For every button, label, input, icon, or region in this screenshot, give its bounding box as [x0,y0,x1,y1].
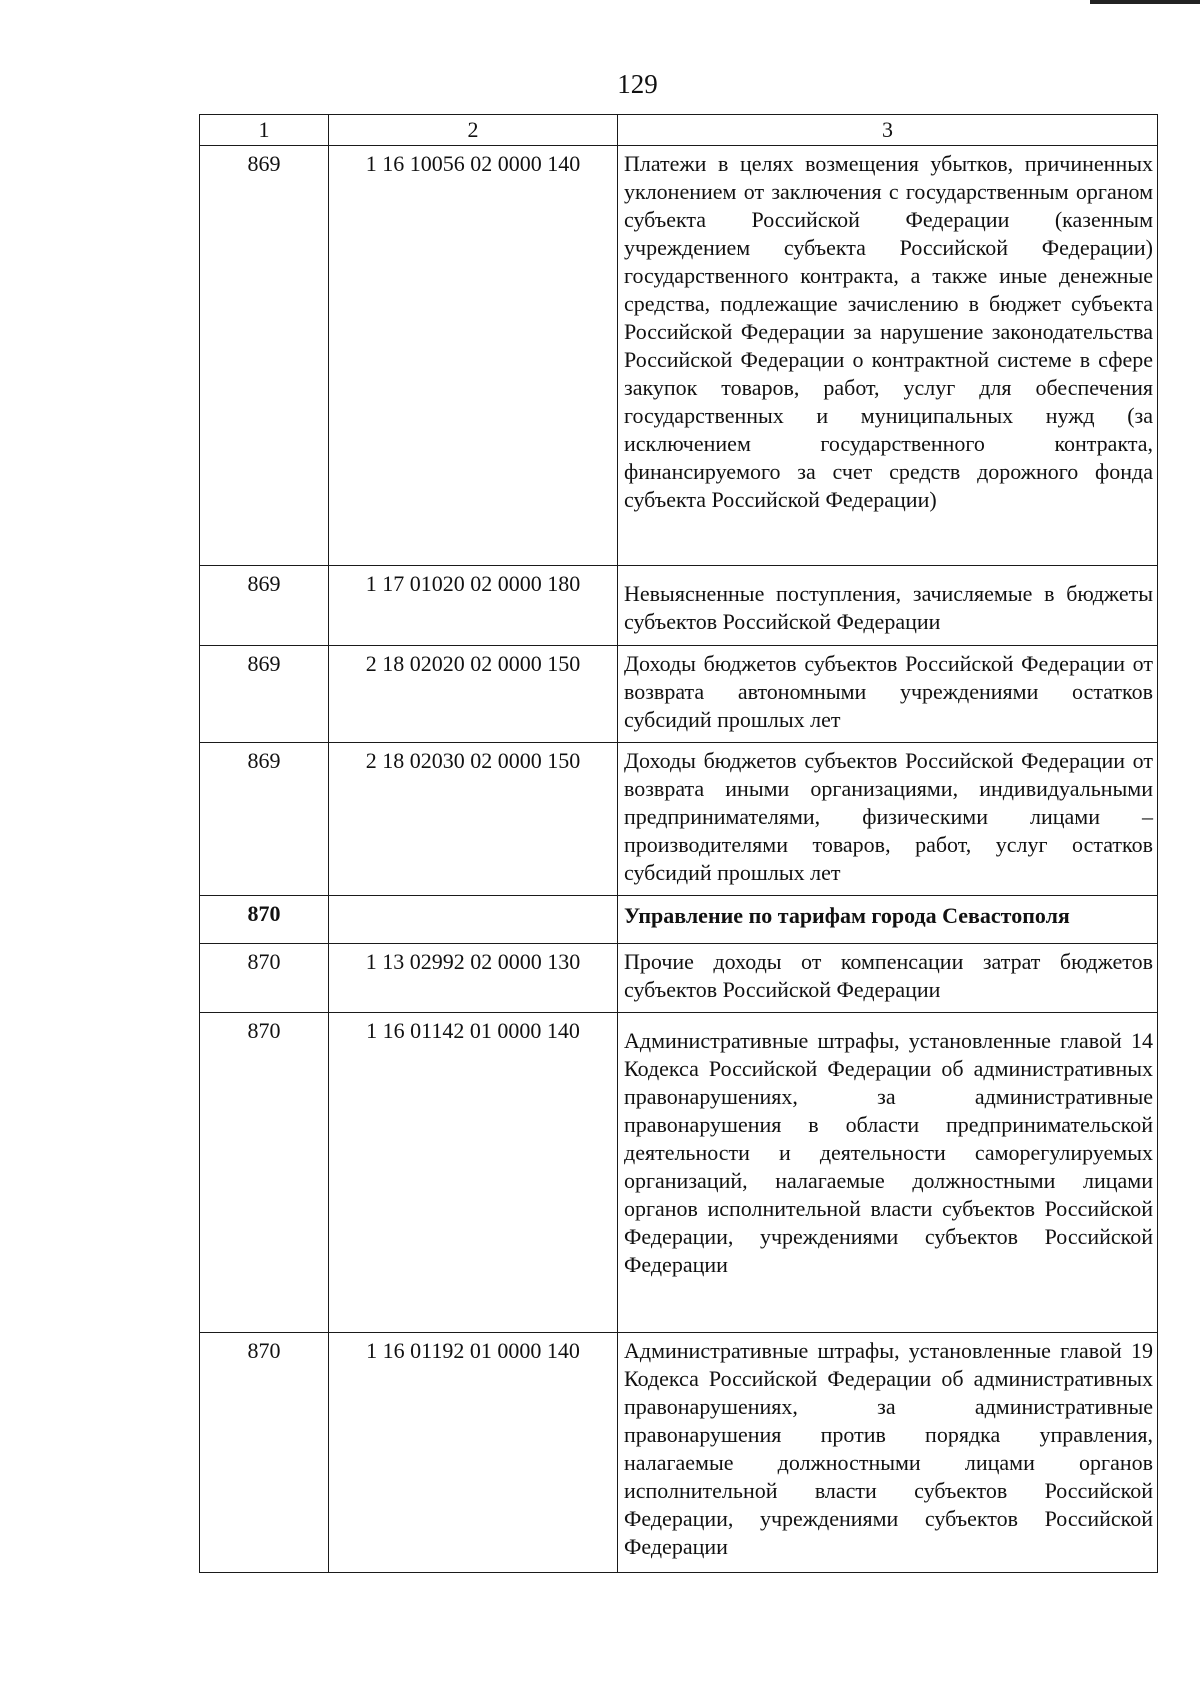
budget-revenue-table [199,114,1158,1573]
table-row [200,944,1158,1013]
admin-code-cell: 869 [200,646,329,743]
administrator-name-cell: Управление по тарифам города Севастополя [618,896,1158,944]
revenue-code-cell: 2 18 02030 02 0000 150 [329,743,618,896]
revenue-code-cell: 2 18 02020 02 0000 150 [329,646,618,743]
table-header-row [200,115,1158,146]
section-header-row [200,896,1158,944]
revenue-name-cell: Невыясненные поступления, зачисляемые в бюджеты субъектов Российской Федерации [618,566,1158,646]
revenue-name-cell: Административные штрафы, установленные главой 14 Кодекса Российской Федерации об административных правонарушениях, за административные правонарушения в области предпринимательской деятельности и деятельности саморегулируемых организаций, налагаемые должностными лицами органов исполнительной власти субъектов Российской Федерации, учреждениями субъектов Российской Федерации [618,1013,1158,1333]
admin-code-cell: 870 [200,1333,329,1573]
revenue-name-cell: Платежи в целях возмещения убытков, причиненных уклонением от заключения с государственным органом субъекта Российской Федерации (казенным учреждением субъекта Российской Федерации) государственного контракта, а также иные денежные средства, подлежащие зачислению в бюджет субъекта Российской Федерации за нарушение законодательства Российской Федерации о контрактной системе в сфере закупок товаров, работ, услуг для обеспечения государственных и муниципальных нужд (за исключением государственного контракта, финансируемого за счет средств дорожного фонда субъекта Российской Федерации) [618,146,1158,566]
column-header-2: 2 [329,115,618,146]
admin-code-cell: 870 [200,1013,329,1333]
admin-code-cell: 869 [200,566,329,646]
table-row [200,566,1158,646]
revenue-code-cell: 1 16 01192 01 0000 140 [329,1333,618,1573]
revenue-name-cell: Доходы бюджетов субъектов Российской Федерации от возврата автономными учреждениями остатков субсидий прошлых лет [618,646,1158,743]
scan-corner-mark [1090,0,1200,4]
column-header-1: 1 [200,115,329,146]
table-row [200,646,1158,743]
revenue-code-cell: 1 16 10056 02 0000 140 [329,146,618,566]
revenue-code-cell [329,896,618,944]
revenue-code-cell: 1 16 01142 01 0000 140 [329,1013,618,1333]
column-header-3: 3 [618,115,1158,146]
page-number: 129 [617,69,658,99]
table-row [200,146,1158,566]
revenue-name-cell: Административные штрафы, установленные главой 19 Кодекса Российской Федерации об административных правонарушениях, за административные правонарушения против порядка управления, налагаемые должностными лицами органов исполнительной власти субъектов Российской Федерации, учреждениями субъектов Российской Федерации [618,1333,1158,1573]
admin-code-cell: 869 [200,743,329,896]
revenue-code-cell: 1 17 01020 02 0000 180 [329,566,618,646]
revenue-name-cell: Доходы бюджетов субъектов Российской Федерации от возврата иными организациями, индивидуальными предпринимателями, физическими лицами – производителями товаров, работ, услуг остатков субсидий прошлых лет [618,743,1158,896]
table-row [200,1333,1158,1573]
admin-code-cell: 870 [200,896,329,944]
admin-code-cell: 870 [200,944,329,1013]
admin-code-cell: 869 [200,146,329,566]
table-row [200,1013,1158,1333]
revenue-name-cell: Прочие доходы от компенсации затрат бюджетов субъектов Российской Федерации [618,944,1158,1013]
table-row [200,743,1158,896]
revenue-code-cell: 1 13 02992 02 0000 130 [329,944,618,1013]
